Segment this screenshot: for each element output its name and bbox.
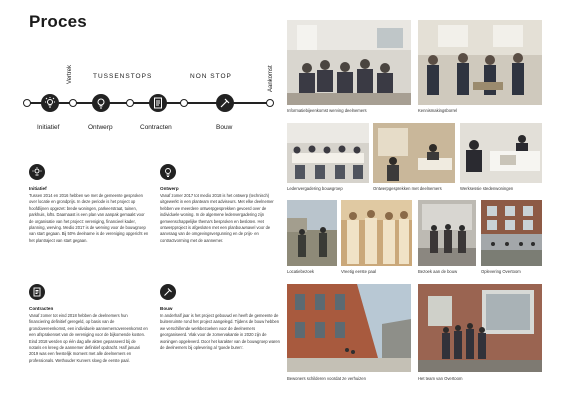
photo-caption: Bewoners schilderen voordat ze verhuizen xyxy=(287,376,366,381)
block-heading: Contracten xyxy=(29,306,54,311)
block-heading: Initiatief xyxy=(29,186,47,191)
stage-label-contracten: Contracten xyxy=(140,124,172,131)
photo-werksessie xyxy=(460,123,542,183)
stage-ontwerp-icon xyxy=(92,94,110,112)
stage-label-initiatief: Initiatief xyxy=(37,124,60,131)
timeline-node xyxy=(126,99,134,107)
process-timeline xyxy=(0,0,290,150)
timeline-node xyxy=(180,99,188,107)
lightbulb-icon xyxy=(160,164,176,180)
stage-label-bouw: Bouw xyxy=(216,124,233,131)
block-text: Vanaf zomer 2017 tot medio 2018 is het ontwerp (technisch) uitgewerkt in een planteam met adviseurs. Met elke deelnemer hebben we meerdere ontwerpgesprekken gevoerd over de individuele woning. In de algemene ledenvergadering zijn gemeenschappelijke thema's besproken en besloten. Het ontwerpproject is afgesloten met een planbouwnavel voor de aanvraag van de omgevingsvergunning en de prijs- en contractvorming met de aannemer. xyxy=(160,193,274,243)
stage-contracten-icon xyxy=(149,94,167,112)
timeline-node xyxy=(23,99,31,107)
photo-caption: Bezoek aan de bouw xyxy=(418,269,458,274)
hammer-icon xyxy=(160,284,176,300)
block-heading: Ontwerp xyxy=(160,186,179,191)
phase-label-nonstop: NON STOP xyxy=(190,73,232,80)
block-text: Vanaf zomer tot eind 2018 hebben de deelnemers hun financiering definitief geregeld, op basis van de grondovereenkomst, een individuele aannemersovereenkomst en een afsprakenset van de vereniging voor de bijkomende kosten. Eind 2018 werden op één dag alle akten gepasseerd bij de notaris en kreeg de aannemer definitief opdracht. Half januari 2019 was een feestelijk moment met alle deelnemers en professionals. Wethouder Kurvers sloeg de eerste paal. xyxy=(29,313,148,363)
block-ontwerp xyxy=(160,164,280,244)
stage-bouw-icon xyxy=(216,94,234,112)
timeline-end-label: Aankomst xyxy=(268,65,274,92)
stage-initiatief-icon xyxy=(41,94,59,112)
photo-kennismakingsborrel xyxy=(418,20,542,105)
photo-caption: Kennismakingsborrel xyxy=(418,108,458,113)
document-icon xyxy=(29,284,45,300)
timeline-start-label: Vertrek xyxy=(67,64,73,84)
photo-team-overtoom xyxy=(418,284,542,372)
photo-caption: Vreetig eerste paal xyxy=(341,269,376,274)
photo-bewoners-schilderen xyxy=(287,284,411,372)
block-initiatief xyxy=(29,164,149,244)
photo-caption: Ledenvergadering bouwgroep xyxy=(287,186,343,191)
stage-label-ontwerp: Ontwerp xyxy=(88,124,113,131)
photo-caption: Informatiebijeenkomst werving deelnemers xyxy=(287,108,367,113)
timeline-node xyxy=(69,99,77,107)
photo-locatiebezoek xyxy=(287,200,337,266)
photo-eerste-paal xyxy=(341,200,412,266)
block-text: In anderhalf jaar is het project gebouwd en heeft de gemeente de buitenruimte rond het project aangelegd. Tijdens de bouw hebben we verschillende werkbezoeken voor de deelnemers georganiseerd. Vlak voor de zomervakantie in 2020 zijn de woningen opgeleverd. Door het karakter van de bouwgroep waren de deelnemers bij oplevering al 'goede buren'. xyxy=(160,313,280,351)
block-heading: Bouw xyxy=(160,306,173,311)
block-bouw xyxy=(160,284,280,351)
photo-caption: Werksessie stedenwoningen xyxy=(460,186,514,191)
photo-ontwerpgesprekken xyxy=(373,123,455,183)
photo-caption: Ontwerpgesprekken met deelnemers xyxy=(373,186,442,191)
photo-informatiebijeenkomst xyxy=(287,20,411,105)
phase-label-tussenstops: TUSSENSTOPS xyxy=(93,73,153,80)
photo-caption: Locatiebezoek xyxy=(287,269,315,274)
photo-caption: Oplevering Overtoom xyxy=(481,269,521,274)
timeline-node xyxy=(266,99,274,107)
block-contracten xyxy=(29,284,149,364)
photo-bezoek-bouw xyxy=(418,200,476,266)
block-text: Tussen 2014 en 2016 hebben we met de gemeente gesproken over locatie en grondprijs. In deze periode is het project op hoofdlijnen opgezet: brede woningen, parkeerstraat, tuinen, parkhuis, lofts. Daarnaast is een plan van aanpak gemaakt voor de organisatie van het project: vereniging, financieel kader, planning, werving. Medio 2017 is de werving voor de bouwgroep van start gegaan. Bij 50% deelname is de vereniging opgericht en het plantraject van start gegaan. xyxy=(29,193,149,243)
lightbulb-cluster-icon xyxy=(29,164,45,180)
photo-ledenvergadering xyxy=(287,123,369,183)
page-title: Proces xyxy=(29,12,87,31)
photo-oplevering xyxy=(481,200,542,266)
photo-caption: Het team van Overtoom xyxy=(418,376,463,381)
